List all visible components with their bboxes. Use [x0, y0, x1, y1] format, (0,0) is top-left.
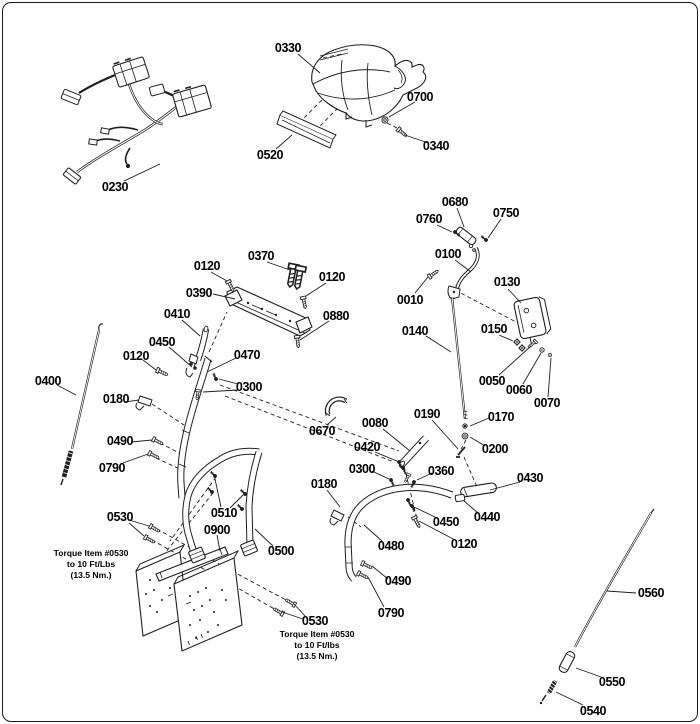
part-label-0230: 0230 — [101, 180, 129, 194]
part-label-0490: 0490 — [106, 434, 134, 448]
part-label-0450: 0450 — [148, 335, 176, 349]
part-label-0490: 0490 — [384, 574, 412, 588]
part-label-0170: 0170 — [487, 410, 515, 424]
part-label-0370: 0370 — [247, 249, 275, 263]
part-label-0070: 0070 — [533, 396, 561, 410]
part-label-0750: 0750 — [492, 206, 520, 220]
part-label-0520: 0520 — [256, 148, 284, 162]
part-label-0100: 0100 — [434, 247, 462, 261]
part-label-0470: 0470 — [233, 348, 261, 362]
torque-note-line: to 10 Ft/Lbs — [66, 559, 116, 570]
part-label-0080: 0080 — [361, 416, 389, 430]
part-label-0120: 0120 — [193, 259, 221, 273]
torque-note-2 — [280, 629, 355, 663]
torque-note-line: to 10 Ft/lbs — [294, 640, 340, 651]
part-label-0410: 0410 — [163, 307, 191, 321]
part-label-0130: 0130 — [493, 275, 521, 289]
part-label-0390: 0390 — [185, 286, 213, 300]
part-label-0510: 0510 — [210, 506, 238, 520]
part-label-0560: 0560 — [637, 586, 665, 600]
part-label-0760: 0760 — [415, 212, 443, 226]
part-label-0120: 0120 — [318, 270, 346, 284]
part-label-0180: 0180 — [310, 477, 338, 491]
part-label-0430: 0430 — [516, 471, 544, 485]
part-label-0400: 0400 — [34, 374, 62, 388]
part-label-0200: 0200 — [481, 442, 509, 456]
part-label-0790: 0790 — [377, 606, 405, 620]
torque-note-line: Torque Item #0530 — [53, 548, 129, 559]
part-label-0010: 0010 — [396, 293, 424, 307]
part-label-0300: 0300 — [235, 380, 263, 394]
part-label-0440: 0440 — [473, 510, 501, 524]
torque-note-line: (13.5 Nm.) — [296, 651, 338, 662]
part-label-0150: 0150 — [480, 322, 508, 336]
part-label-0050: 0050 — [478, 374, 506, 388]
part-label-0900: 0900 — [203, 523, 231, 537]
part-label-0120: 0120 — [122, 349, 150, 363]
part-label-0480: 0480 — [377, 539, 405, 553]
torque-note-1 — [54, 548, 129, 582]
part-label-0540: 0540 — [579, 704, 607, 718]
part-label-0550: 0550 — [598, 675, 626, 689]
part-label-0500: 0500 — [267, 544, 295, 558]
part-label-0420: 0420 — [353, 440, 381, 454]
part-label-0790: 0790 — [98, 461, 126, 475]
part-label-0530: 0530 — [106, 510, 134, 524]
part-label-0680: 0680 — [441, 195, 469, 209]
part-label-0060: 0060 — [505, 383, 533, 397]
part-label-0180: 0180 — [102, 392, 130, 406]
part-label-0360: 0360 — [427, 464, 455, 478]
part-label-0530: 0530 — [301, 614, 329, 628]
part-label-0190: 0190 — [413, 407, 441, 421]
torque-note-line: (13.5 Nm.) — [70, 570, 112, 581]
part-label-0670: 0670 — [308, 424, 336, 438]
part-label-0140: 0140 — [401, 324, 429, 338]
part-label-0120: 0120 — [450, 537, 478, 551]
part-label-0340: 0340 — [422, 139, 450, 153]
part-label-0700: 0700 — [406, 90, 434, 104]
torque-note-line: Torque Item #0530 — [279, 629, 355, 640]
part-label-0880: 0880 — [322, 309, 350, 323]
part-label-0330: 0330 — [274, 41, 302, 55]
part-label-0450: 0450 — [432, 515, 460, 529]
part-label-0300: 0300 — [348, 462, 376, 476]
